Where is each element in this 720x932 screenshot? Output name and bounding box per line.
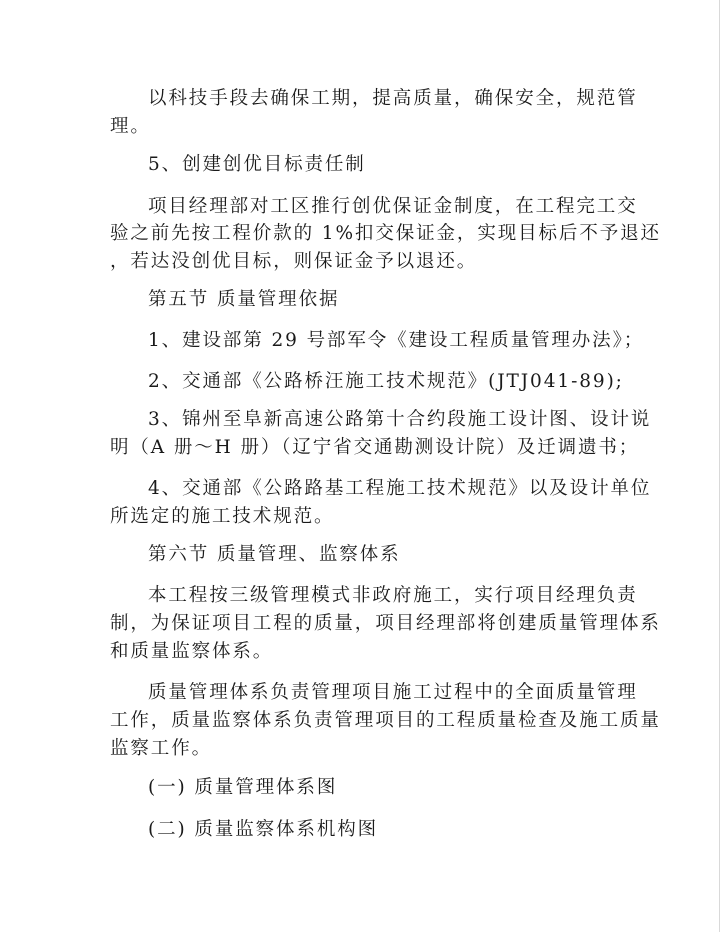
paragraph-line: 理。 — [110, 116, 151, 137]
section-heading: 第六节 质量管理、监察体系 — [148, 544, 401, 565]
paragraph-line: 以科技手段去确保工期，提高质量，确保安全，规范管 — [148, 88, 638, 109]
paragraph-line: 监察工作。 — [110, 738, 213, 759]
paragraph-line: ，若达没创优目标，则保证金予以退还。 — [110, 251, 478, 272]
paragraph-line: 项目经理部对工区推行创优保证金制度，在工程完工交 — [148, 196, 638, 217]
list-item: 2、交通部《公路桥汪施工技术规范》(JTJ041-89); — [148, 371, 624, 392]
list-item: 1、建设部第 29 号部军令《建设工程质量管理办法》； — [148, 330, 645, 351]
paragraph-line: 制，为保证项目工程的质量，项目经理部将创建质量管理体系 — [110, 613, 661, 634]
list-item: 3、锦州至阜新高速公路第十合约段施工设计图、设计说 — [148, 409, 652, 430]
section-heading: 第五节 质量管理依据 — [148, 289, 340, 310]
paragraph-line: 验之前先按工程价款的 1%扣交保证金，实现目标后不予退还 — [110, 223, 661, 244]
sub-heading: (一) 质量管理体系图 — [148, 777, 338, 798]
list-item: 4、交通部《公路路基工程施工技术规范》以及设计单位 — [148, 478, 652, 499]
paragraph-line: 工作，质量监察体系负责管理项目的工程质量检查及施工质量 — [110, 710, 661, 731]
list-item-continuation: 明（A 册～H 册）（辽宁省交通勘测设计院）及迁调遗书； — [110, 437, 640, 458]
list-item-continuation: 所选定的施工技术规范。 — [110, 506, 335, 527]
sub-heading: (二) 质量监察体系机构图 — [148, 819, 379, 840]
paragraph-line: 质量管理体系负责管理项目施工过程中的全面质量管理 — [148, 682, 638, 703]
paragraph-line: 和质量监察体系。 — [110, 641, 274, 662]
paragraph-line: 本工程按三级管理模式非政府施工，实行项目经理负责 — [148, 585, 638, 606]
section-item-heading: 5、创建创优目标责任制 — [148, 154, 366, 175]
